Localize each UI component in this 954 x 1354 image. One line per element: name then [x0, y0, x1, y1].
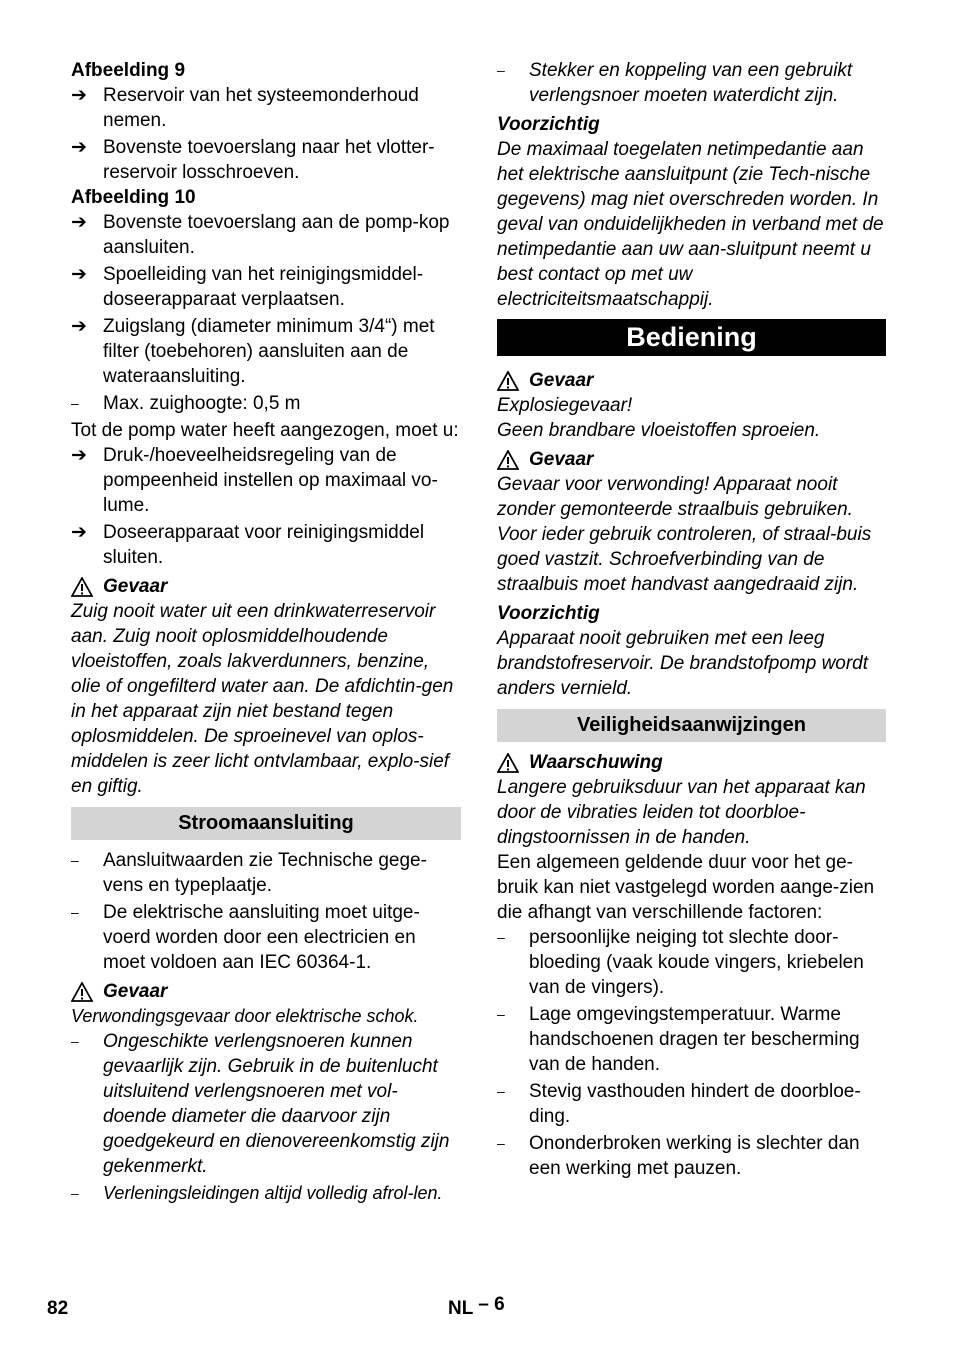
section-heading-stroomaansluiting: Stroomaansluiting — [71, 807, 461, 840]
caution-title: Voorzichtig — [497, 603, 600, 624]
danger-text: Explosiegevaar! — [497, 395, 633, 416]
arrow-right-icon: ➔ — [71, 445, 87, 466]
dash-icon: – — [71, 852, 79, 868]
dash-item: – Ononderbroken werking is slechter dan een werking met pauzen. — [497, 1133, 860, 1179]
dash-icon: – — [497, 62, 505, 78]
fig10-title: Afbeelding 10 — [71, 187, 196, 208]
dash-item: – Stekker en koppeling van een gebruikt verlengsnoer moeten waterdicht zijn. — [497, 60, 853, 106]
dash-icon: – — [71, 1033, 79, 1049]
caution-text: Apparaat nooit gebruiken met een leeg brandstofreservoir. De brandstofpomp wordt anders vernield. — [497, 628, 869, 699]
lang-code: NL — [448, 1298, 473, 1319]
arrow-right-icon: ➔ — [71, 522, 87, 543]
arrow-right-icon: ➔ — [71, 85, 87, 106]
dash-item: – Ongeschikte verlengsnoeren kunnen gevaarlijk zijn. Gebruik in de buitenlucht uitsluitend verlengsnoeren met vol-doende diameter die daarvoor zijn goedgekeurd en dienovereenkomstig zijn gekenmerkt. — [71, 1031, 450, 1177]
danger-text: Gevaar voor verwonding! Apparaat nooit zonder gemonteerde straalbuis gebruiken. Voor ieder gebruik controleren, of straal-buis goed vastzit. Schroefverbinding van de straalbuis moet handvast aangedraaid zijn. — [497, 474, 872, 595]
warning-icon — [497, 753, 519, 773]
dash-item: – Verleningsleidingen altijd volledig afrol-len. — [71, 1181, 461, 1206]
danger-title: Gevaar — [71, 574, 461, 599]
warning-icon — [497, 371, 519, 391]
arrow-right-icon: ➔ — [71, 212, 87, 233]
warning-icon — [71, 577, 93, 597]
dash-item: – Aansluitwaarden zie Technische gege-vens en typeplaatje. — [71, 850, 427, 896]
danger-title: Gevaar — [71, 979, 461, 1004]
dash-item: – persoonlijke neiging tot slechte door-bloeding (vaak koude vingers, kriebelen van de vingers). — [497, 927, 864, 998]
dash-icon: – — [71, 1185, 79, 1201]
dash-icon: – — [71, 904, 79, 920]
warning-icon — [71, 982, 93, 1002]
general-text: Een algemeen geldende duur voor het ge-bruik kan niet vastgelegd worden aange-zien die afhangt van verschillende factoren: — [497, 852, 875, 923]
pump-intro: Tot de pomp water heeft aangezogen, moet u: — [71, 420, 459, 441]
dash-icon: – — [497, 929, 505, 945]
arrow-right-icon: ➔ — [71, 264, 87, 285]
step-item: ➔ Reservoir van het systeemonderhoud nemen. — [71, 85, 419, 131]
dash-icon: – — [71, 395, 79, 411]
dash-item: – Max. zuighoogte: 0,5 m — [71, 393, 301, 414]
warning-icon — [497, 450, 519, 470]
step-item: ➔ Druk-/hoeveelheidsregeling van de pompeenheid instellen op maximaal vo-lume. — [71, 445, 438, 516]
right-column — [497, 58, 886, 1181]
fig9-title: Afbeelding 9 — [71, 60, 186, 81]
danger-text: Geen brandbare vloeistoffen sproeien. — [497, 420, 821, 441]
section-heading-bediening: Bediening — [497, 319, 886, 356]
left-column — [71, 58, 461, 1206]
arrow-right-icon: ➔ — [71, 316, 87, 337]
arrow-right-icon: ➔ — [71, 137, 87, 158]
step-item: ➔ Bovenste toevoerslang aan de pomp-kop aansluiten. — [71, 212, 450, 258]
warning-text: Langere gebruiksduur van het apparaat kan door de vibraties leiden tot doorbloe-dingstoornissen in de handen. — [497, 777, 866, 848]
dash-icon: – — [497, 1135, 505, 1151]
step-item: ➔ Bovenste toevoerslang naar het vlotter-reservoir losschroeven. — [71, 137, 435, 183]
caution-title: Voorzichtig — [497, 114, 600, 135]
dash-icon: – — [497, 1083, 505, 1099]
danger-title: Gevaar — [497, 447, 886, 472]
lang-page: – 6 — [478, 1294, 505, 1315]
caution-text: De maximaal toegelaten netimpedantie aan het elektrische aansluitpunt (zie Tech-nische gegevens) mag niet overschreden worden. In geval van onduidelijkheden in verband met de netimpedantie aan uw aan-sluitpunt neemt u best contact op met uw electriciteitsmaatschappij. — [497, 139, 884, 310]
step-item: ➔ Spoelleiding van het reinigingsmiddel-doseerapparaat verplaatsen. — [71, 264, 424, 310]
section-heading-veiligheid: Veiligheidsaanwijzingen — [497, 709, 886, 742]
danger-title: Gevaar — [497, 368, 886, 393]
step-item: ➔ Doseerapparaat voor reinigingsmiddel sluiten. — [71, 522, 425, 568]
danger-text: Verwondingsgevaar door elektrische schok. — [71, 1006, 419, 1026]
danger-text: Zuig nooit water uit een drinkwaterreservoir aan. Zuig nooit oplosmiddelhoudende vloeistoffen, zoals lakverdunners, benzine, olie of ongefilterd water aan. De afdichtin-gen in het apparaat zijn niet bestand tegen oplosmiddelen. De sproeinevel van oplos-middelen is zeer licht ontvlambaar, explo-sief en giftig. — [71, 601, 454, 797]
step-item: ➔ Zuigslang (diameter minimum 3/4“) met filter (toebehoren) aansluiten aan de wateraansluiting. — [71, 316, 435, 387]
dash-item: – De elektrische aansluiting moet uitge-voerd worden door een electricien en moet voldoen aan IEC 60364-1. — [71, 902, 420, 973]
warning-title: Waarschuwing — [497, 750, 886, 775]
dash-item: – Lage omgevingstemperatuur. Warme handschoenen dragen ter bescherming van de handen. — [497, 1004, 860, 1075]
page-number: 82 — [47, 1298, 69, 1319]
dash-icon: – — [497, 1006, 505, 1022]
dash-item: – Stevig vasthouden hindert de doorbloe-ding. — [497, 1081, 861, 1127]
footer-lang — [448, 1294, 505, 1320]
